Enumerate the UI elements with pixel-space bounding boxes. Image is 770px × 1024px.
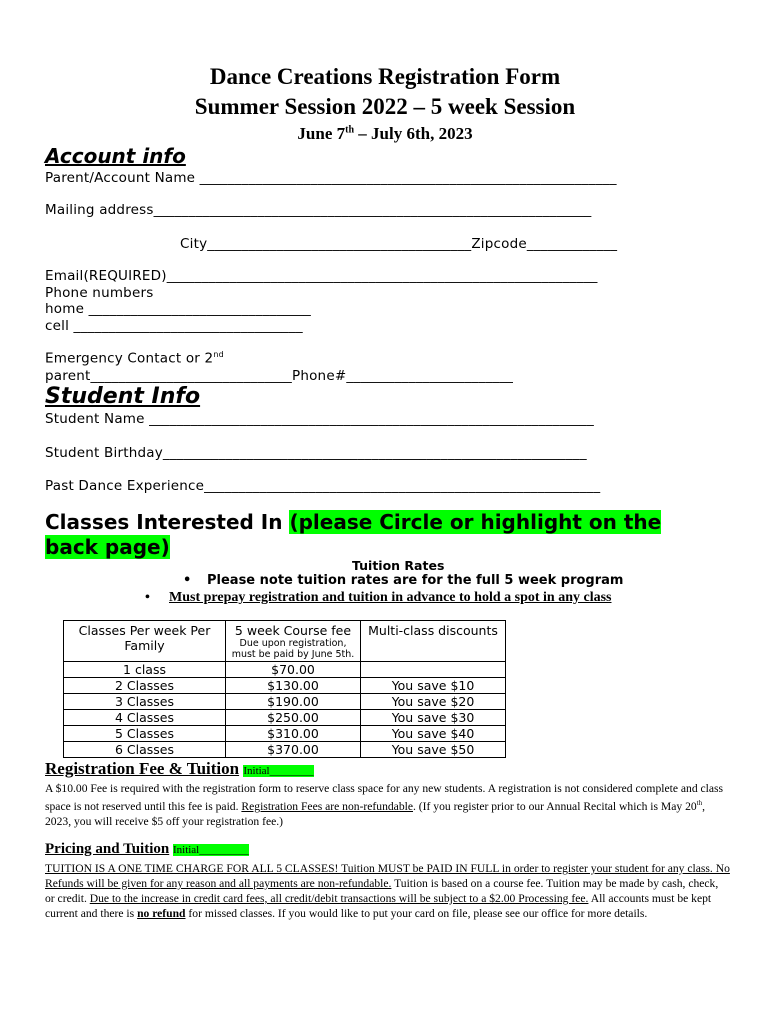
table-header-fee: 5 week Course fee Due upon registration, must be paid by June 5th.	[226, 621, 361, 662]
table-row	[64, 662, 506, 678]
table-row	[64, 678, 506, 694]
classes-interested-heading: Classes Interested In (please Circle or highlight on the back page)	[45, 510, 662, 559]
table-cell: You save $10	[361, 678, 506, 694]
pricing-initial-field[interactable]: Initial_________	[172, 844, 249, 856]
table-cell: 3 Classes	[64, 694, 226, 710]
table-row	[64, 742, 506, 758]
session-dates: June 7th – July 6th, 2023	[297, 124, 473, 143]
emergency-contact-label: Emergency Contact or 2nd	[45, 350, 224, 367]
table-row	[64, 710, 506, 726]
table-header-row	[64, 621, 506, 662]
city-zip-field[interactable]: City______________________________________Zipcode_____________	[180, 236, 618, 252]
mailing-address-field[interactable]: Mailing address_______________________________________________________________	[45, 202, 592, 218]
emergency-contact-field[interactable]: parent_____________________________Phone#________________________	[45, 368, 514, 384]
phone-numbers-label: Phone numbers	[45, 285, 154, 301]
table-cell	[361, 662, 506, 678]
table-cell: $250.00	[226, 710, 361, 726]
cell-phone-field[interactable]: cell _________________________________	[45, 318, 303, 334]
table-cell: 2 Classes	[64, 678, 226, 694]
tuition-rates-label: Tuition Rates	[352, 558, 445, 573]
table-cell: $130.00	[226, 678, 361, 694]
table-cell: You save $30	[361, 710, 506, 726]
tuition-note-bullet: • Please note tuition rates are for the full 5 week program	[183, 573, 624, 588]
form-title: Dance Creations Registration Form	[209, 64, 561, 89]
table-header-discounts: Multi-class discounts	[361, 621, 506, 662]
account-info-heading: Account info	[45, 144, 186, 168]
pricing-heading: Pricing and Tuition Initial_________	[45, 841, 249, 857]
table-cell: $190.00	[226, 694, 361, 710]
student-name-field[interactable]: Student Name ________________________________________________________________	[45, 411, 594, 427]
parent-name-field[interactable]: Parent/Account Name ____________________________________________________________	[45, 170, 617, 186]
session-title: Summer Session 2022 – 5 week Session	[194, 94, 576, 119]
table-cell: 6 Classes	[64, 742, 226, 758]
table-cell: 1 class	[64, 662, 226, 678]
email-field[interactable]: Email(REQUIRED)______________________________________________________________	[45, 268, 598, 284]
table-cell: $310.00	[226, 726, 361, 742]
table-header-classes: Classes Per week Per Family	[64, 621, 226, 662]
table-cell: 5 Classes	[64, 726, 226, 742]
tuition-rates-table	[63, 620, 506, 758]
home-phone-field[interactable]: home ________________________________	[45, 301, 311, 317]
pricing-paragraph: TUITION IS A ONE TIME CHARGE FOR ALL 5 CLASSES! Tuition MUST be PAID IN FULL in order to register your student for any class. No Refunds will be given for any reason and all payments are non-refundable. Tuition is based on a course fee. Tuition may be made by cash, check, or credit. Due to the increase in credit card fees, all credit/debit transactions will be subject to a $2.00 Processing fee. All accounts must be kept current and there is no refund for missed classes. If you would like to put your card on file, please see our office for more details.	[45, 862, 730, 920]
registration-initial-field[interactable]: Initial________	[243, 765, 314, 777]
registration-fee-heading: Registration Fee & Tuition Initial________	[45, 759, 314, 778]
table-cell: You save $50	[361, 742, 506, 758]
dance-experience-field[interactable]: Past Dance Experience_________________________________________________________	[45, 478, 601, 494]
student-info-heading: Student Info	[45, 384, 201, 409]
table-cell: You save $20	[361, 694, 506, 710]
table-cell: $370.00	[226, 742, 361, 758]
table-cell: 4 Classes	[64, 710, 226, 726]
prepay-note-bullet: • Must prepay registration and tuition in advance to hold a spot in any class	[145, 590, 612, 605]
table-cell: You save $40	[361, 726, 506, 742]
table-row	[64, 726, 506, 742]
table-cell: $70.00	[226, 662, 361, 678]
student-birthday-field[interactable]: Student Birthday_____________________________________________________________	[45, 445, 587, 461]
registration-fee-paragraph: A $10.00 Fee is required with the registration form to reserve class space for any new students. A registration is not considered complete and class space is not reserved until this fee is paid. Registration Fees are non-refundable. (If you register prior to our Annual Recital which is May 20th, 2023, you will receive $5 off your registration fee.)	[45, 782, 724, 828]
table-row	[64, 694, 506, 710]
